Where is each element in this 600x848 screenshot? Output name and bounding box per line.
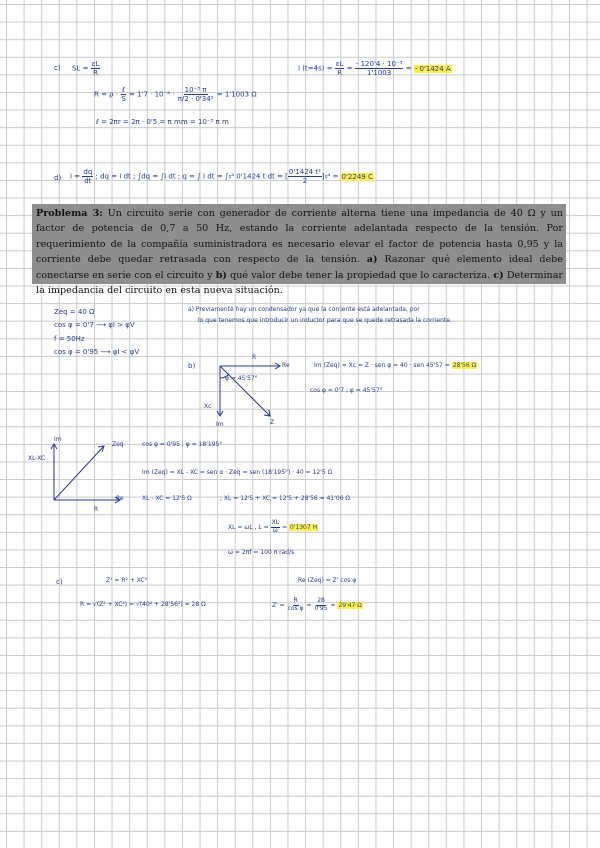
charge-result: 0'2249 C — [341, 172, 373, 181]
zp-num2: 28 — [317, 597, 325, 604]
i-num1: εL — [335, 60, 344, 68]
zp-frac2 — [313, 598, 328, 613]
i-frac1 — [335, 60, 345, 77]
part-a-line2: lo que tenemos que introducir un inductor para que se quede retrasada la corriente. — [198, 317, 452, 324]
inductance-equation — [228, 520, 318, 535]
part-c-label: c) — [54, 64, 61, 72]
i-eq2: = — [405, 64, 412, 73]
problem-heading: Problema 3: — [36, 208, 103, 219]
zp-num: R — [293, 597, 298, 604]
sl-equation — [72, 60, 100, 77]
given-freq: f = 50Hz — [54, 335, 85, 343]
p2-xlxc-line: XL - XC = 12'5 Ω — [142, 495, 192, 502]
arrow-icon: ⟶ — [96, 321, 107, 329]
zp-lhs: Z' = — [272, 601, 285, 609]
sl-lhs: SL = — [72, 64, 89, 73]
problem-statement — [32, 204, 566, 297]
given-cos2 — [54, 348, 139, 356]
b-z-label: Z — [270, 419, 275, 426]
d-den1: dt — [84, 177, 92, 186]
d-frac1 — [82, 168, 93, 185]
b-angle-label: φ = 45'57° — [225, 375, 258, 382]
d-text4: ]₀⁴ = — [321, 172, 339, 181]
inductance-result: 0'1307 H — [289, 523, 318, 531]
p2-xl-line: ; XL = 12'5 + XC = 12'5 + 28'56 = 41'06 Ω — [220, 495, 350, 502]
r-result: = 1'1003 Ω — [216, 90, 257, 99]
problem-a-text: Razonar qué elemento ideal debe conectarse en serie con el circuito y — [36, 254, 563, 281]
d-text2: ; dq = I dt ; ∫dq = ∫I dt ; q = ∫ I dt = ∫₀⁴ 0'1424 t dt = [ — [95, 172, 288, 181]
p2-zeq-label: Zeq — [112, 441, 124, 448]
d-den2: 2 — [302, 177, 308, 186]
r-num2: 10⁻³ π — [184, 86, 207, 94]
sl-fraction — [91, 60, 101, 77]
cos2-result: φI < φV — [112, 348, 140, 356]
zp-den2: 0'95 — [314, 604, 328, 612]
z-phasor — [220, 366, 270, 416]
given-cos1 — [54, 321, 135, 329]
l-eq: = — [281, 523, 287, 531]
l-frac — [271, 520, 280, 535]
d-text1: I = — [70, 172, 81, 181]
r-frac1 — [120, 86, 126, 103]
b-re-label: Re — [282, 362, 290, 369]
z-prime-equation — [272, 598, 363, 613]
r-den2: π/2 · 0'34² — [177, 95, 214, 104]
i-lhs: I (t=4s) = — [298, 64, 333, 73]
zp-frac1 — [287, 598, 305, 613]
sl-den: R — [93, 69, 98, 78]
d-num2: 0'1424 t² — [288, 168, 321, 176]
charge-equation — [70, 168, 374, 185]
i-num2: - 120'4 · 10⁻³ — [355, 60, 403, 68]
resistance-equation — [94, 86, 257, 103]
problem-text: Un circuito serie con generador de corriente alterna tiene una impedancia de 40 Ω y un factor de potencia de 0,7 a 50 Hz, estando la corriente adelantada respecto de la tensión. Por requerimiento de la compañía suministradora es necesario elevar el factor de potencia hasta 0,95 y la corriente debe quedar retrasada con respecto de la tensión. — [36, 208, 563, 266]
z-prime-result: 29'47 Ω — [338, 601, 362, 609]
l-lhs: XL = ωL , L = — [228, 523, 269, 531]
re-zeq-line: Re (Zeq) = Z' cos φ — [298, 577, 357, 584]
problem-b-label: b) — [215, 269, 227, 281]
zp-eq: = — [306, 601, 312, 609]
length-equation: ℓ = 2πr = 2π · 0'5 = π mm = 10⁻³ π m — [96, 118, 229, 126]
current-result: - 0'1424 A — [414, 64, 451, 73]
r-sqrt-line: R = √(Z² + XC²) = √(40² + 28'56²) = 28 Ω — [80, 601, 206, 608]
part-a-line1: a) Previamente hay un condensador ya que la corriente está adelantada, por — [188, 306, 420, 313]
part-d-label: d) — [54, 174, 62, 182]
r-lhs: R = ρ · — [94, 90, 119, 99]
problem-b-text: qué valor debe tener la propiedad que lo caracteriza. — [226, 269, 494, 281]
part-c2-label: c) — [56, 578, 63, 586]
b-r-label: R — [252, 354, 257, 361]
im-eq-result: 28'56 Ω — [452, 362, 477, 369]
b-im-label: Im — [216, 421, 224, 428]
zeq-phasor — [54, 446, 104, 500]
i-den1: R — [337, 69, 343, 78]
b-xc-label: Xc — [204, 403, 212, 410]
r-mid: = 1'7 · 10⁻⁸ · — [129, 90, 175, 99]
given-zeq: Zeq = 40 Ω — [54, 308, 95, 316]
r-frac2 — [177, 86, 215, 103]
l-num: XL — [271, 519, 280, 526]
p2-xl-label: XL-XC — [28, 455, 46, 462]
sl-num: εL — [91, 60, 100, 68]
i-den2: 1'1003 — [367, 69, 392, 78]
arrow-icon: ⟶ — [100, 348, 111, 356]
omega-line: ω = 2πf = 100 π rad/s — [228, 549, 295, 556]
p2-im-line: Im (Zeq) = XL - XC = sen α · Zeq = sen (18'195°) · 40 = 12'5 Ω — [142, 469, 333, 476]
zp-den: cos φ — [287, 604, 304, 612]
p2-r-label: R — [94, 506, 99, 513]
problem-c-text: Determinar la impedancia del circuito en esta nueva situación. — [36, 269, 563, 297]
part-b-label: b) — [188, 362, 196, 370]
p2-re-label: Re — [116, 495, 124, 502]
z-squared-line: Z² = R² + XC² — [106, 577, 148, 584]
i-eq: = — [346, 64, 353, 73]
cos1-text: cos φ = 0'7 — [54, 321, 94, 329]
im-zeq-equation — [314, 363, 477, 370]
d-num1: dq — [83, 168, 93, 176]
p2-cos-line: cos φ = 0'95 ; φ = 18'195° — [142, 441, 223, 448]
current-equation — [298, 60, 452, 77]
zp-eq2: = — [330, 601, 336, 609]
problem-c-label: c) — [493, 269, 504, 281]
p2-im-label: Im — [54, 436, 62, 443]
b-cos-line: cos φ = 0'7 ; φ = 45'57° — [310, 387, 383, 394]
problem-a-label: a) — [366, 254, 378, 266]
r-den: S — [121, 95, 126, 104]
cos2-text: cos φ = 0'95 — [54, 348, 99, 356]
r-num: ℓ — [122, 86, 125, 94]
im-eq-text: Im (Zeq) = Xc = Z · sen φ = 40 · sen 45'57 = — [314, 362, 450, 369]
cos1-result: φI > φV — [108, 321, 135, 329]
i-frac2 — [355, 60, 404, 77]
l-den: ω — [272, 526, 278, 534]
d-frac2 — [288, 168, 322, 185]
